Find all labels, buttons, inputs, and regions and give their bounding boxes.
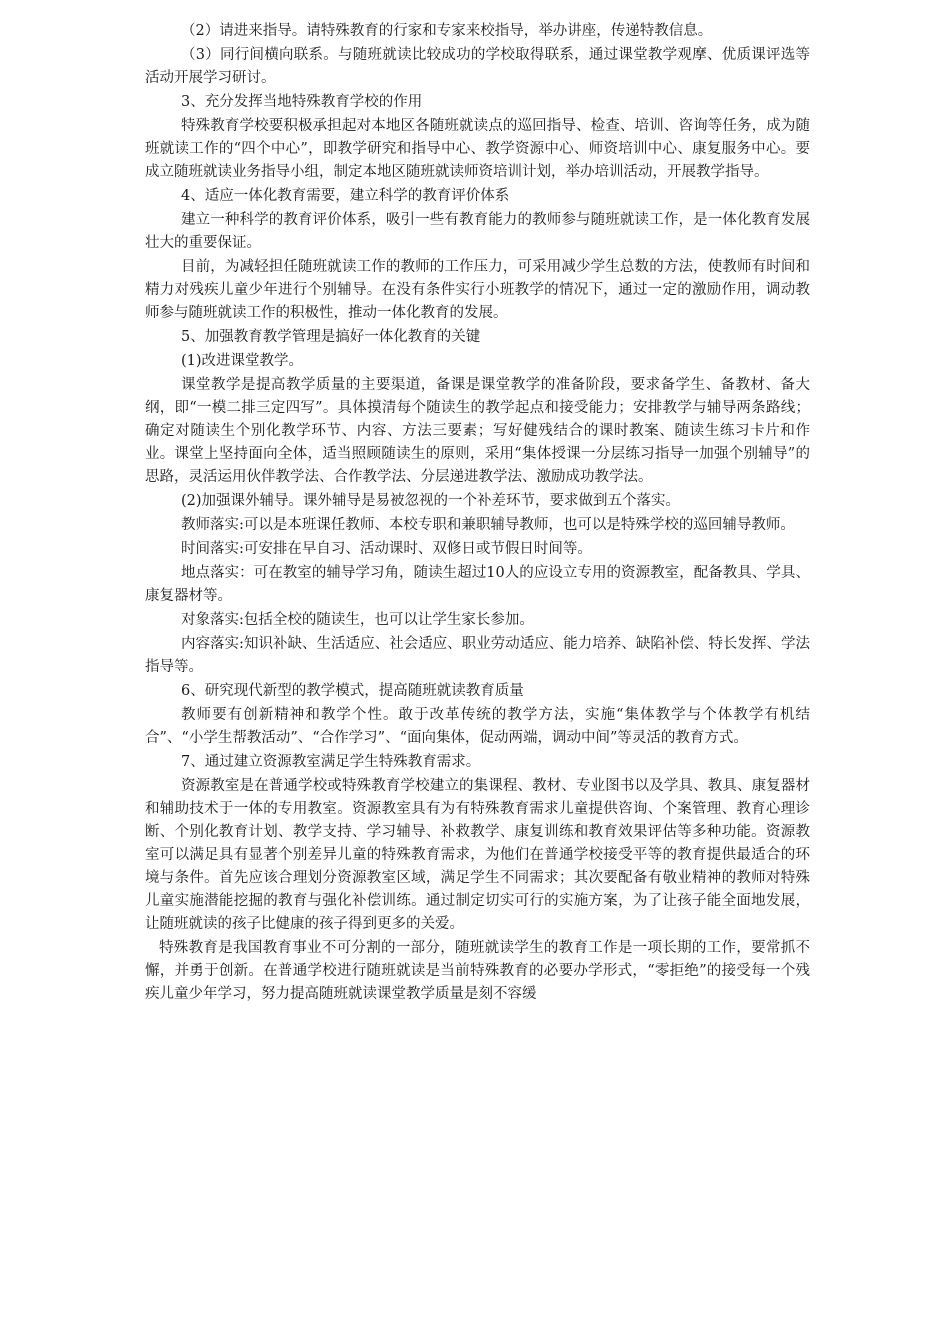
paragraph-15: 对象落实:包括全校的随读生，也可以让学生家长参加。 <box>181 612 534 628</box>
paragraph-2: （3）同行间横向联系。与随班就读比较成功的学校取得联系，通过课堂教学观摩、优质课评选等活动开展学习研讨。 <box>145 47 810 86</box>
section-heading-5: 5、加强教育教学管理是搞好一体化教育的关键 <box>181 329 481 345</box>
paragraph-14: 地点落实：可在教室的辅导学习角，随读生超过10人的应设立专用的资源教室，配备教具、学具、康复器材等。 <box>145 565 810 604</box>
paragraph-6: 建立一种科学的教育评价体系，吸引一些有教育能力的教师参与随班就读工作，是一体化教育发展壮大的重要保证。 <box>145 212 810 251</box>
subheading-classroom: (1)改进课堂教学。 <box>181 353 304 369</box>
section-heading-7: 7、通过建立资源教室满足学生特殊教育需求。 <box>181 754 481 770</box>
paragraph-20: 资源教室是在普通学校或特殊教育学校建立的集课程、教材、专业图书以及学具、教具、康复器材和辅助技术于一体的专用教室。资源教室具有为有特殊教育需求儿童提供咨询、个案管理、教育心理诊断、个别化教育计划、教学支持、学习辅导、补救教学、康复训练和教育效果评估等多种功能。资源教室可以满足具有显著个别差异儿童的特殊教育需求，为他们在普通学校接受平等的教育提供最适合的环境与条件。首先应该合理划分资源教室区域，满足学生不同需求；其次要配备有敬业精神的教师对特殊儿童实施潜能挖掘的教育与强化补偿训练。通过制定切实可行的实施方案，为了让孩子能全面地发展，让随班就读的孩子比健康的孩子得到更多的关爱。 <box>145 778 810 932</box>
paragraph-10: 课堂教学是提高教学质量的主要渠道，备课是课堂教学的准备阶段，要求备学生、备教材、备大纲，即“一模二排三定四写”。具体摸清每个随读生的教学起点和接受能力；安排教学与辅导两条路线；确定对随读生个别化教学环节、内容、方法三要素；写好健残结合的课时教案、随读生练习卡片和作业。课堂上坚持面向全体，适当照顾随读生的原则，采用“集体授课一分层练习指导一加强个别辅导”的思路，灵活运用伙伴教学法、合作教学法、分层递进教学法、激励成功教学法。 <box>145 377 810 485</box>
paragraph-16: 内容落实:知识补缺、生活适应、社会适应、职业劳动适应、能力培养、缺陷补偿、特长发挥、学法指导等。 <box>145 636 810 675</box>
section-heading-6: 6、研究现代新型的教学模式，提高随班就读教育质量 <box>181 683 524 699</box>
paragraph-4: 特殊教育学校要积极承担起对本地区各随班就读点的巡回指导、检查、培训、咨询等任务，成为随班就读工作的“四个中心”，即教学研究和指导中心、教学资源中心、师资培训中心、康复服务中心。要成立随班就读业务指导小组，制定本地区随班就读师资培训计划，举办培训活动，开展教学指导。 <box>145 118 810 180</box>
document-body <box>145 20 810 1007</box>
subheading-tutoring: (2)加强课外辅导。课外辅导是易被忽视的一个补差环节，要求做到五个落实。 <box>181 493 681 509</box>
section-heading-4: 4、适应一体化教育需要，建立科学的教育评价体系 <box>181 188 510 204</box>
paragraph-12: 教师落实:可以是本班课任教师、本校专职和兼职辅导教师，也可以是特殊学校的巡回辅导教师。 <box>181 517 795 533</box>
paragraph-13: 时间落实:可安排在早自习、活动课时、双修日或节假日时间等。 <box>181 541 592 557</box>
paragraph-21: 特殊教育是我国教育事业不可分割的一部分，随班就读学生的教育工作是一项长期的工作，要常抓不懈，并勇于创新。在普通学校进行随班就读是当前特殊教育的必要办学形式，“零拒绝”的接受每一个残疾儿童少年学习，努力提高随班就读课堂教学质量是刻不容缓 <box>145 940 810 1002</box>
section-heading-3: 3、充分发挥当地特殊教育学校的作用 <box>181 94 423 110</box>
paragraph-1: （2）请进来指导。请特殊教育的行家和专家来校指导，举办讲座，传递特教信息。 <box>181 23 713 39</box>
paragraph-18: 教师要有创新精神和教学个性。敢于改革传统的教学方法，实施“集体教学与个体教学有机结合”、“小学生帮教活动”、“合作学习”、“面向集体，促动两端，调动中间”等灵活的教育方式。 <box>145 707 810 746</box>
paragraph-7: 目前，为减轻担任随班就读工作的教师的工作压力，可采用减少学生总数的方法，使教师有时间和精力对残疾儿童少年进行个别辅导。在没有条件实行小班教学的情况下，通过一定的激励作用，调动教师参与随班就读工作的积极性，推动一体化教育的发展。 <box>145 259 810 321</box>
